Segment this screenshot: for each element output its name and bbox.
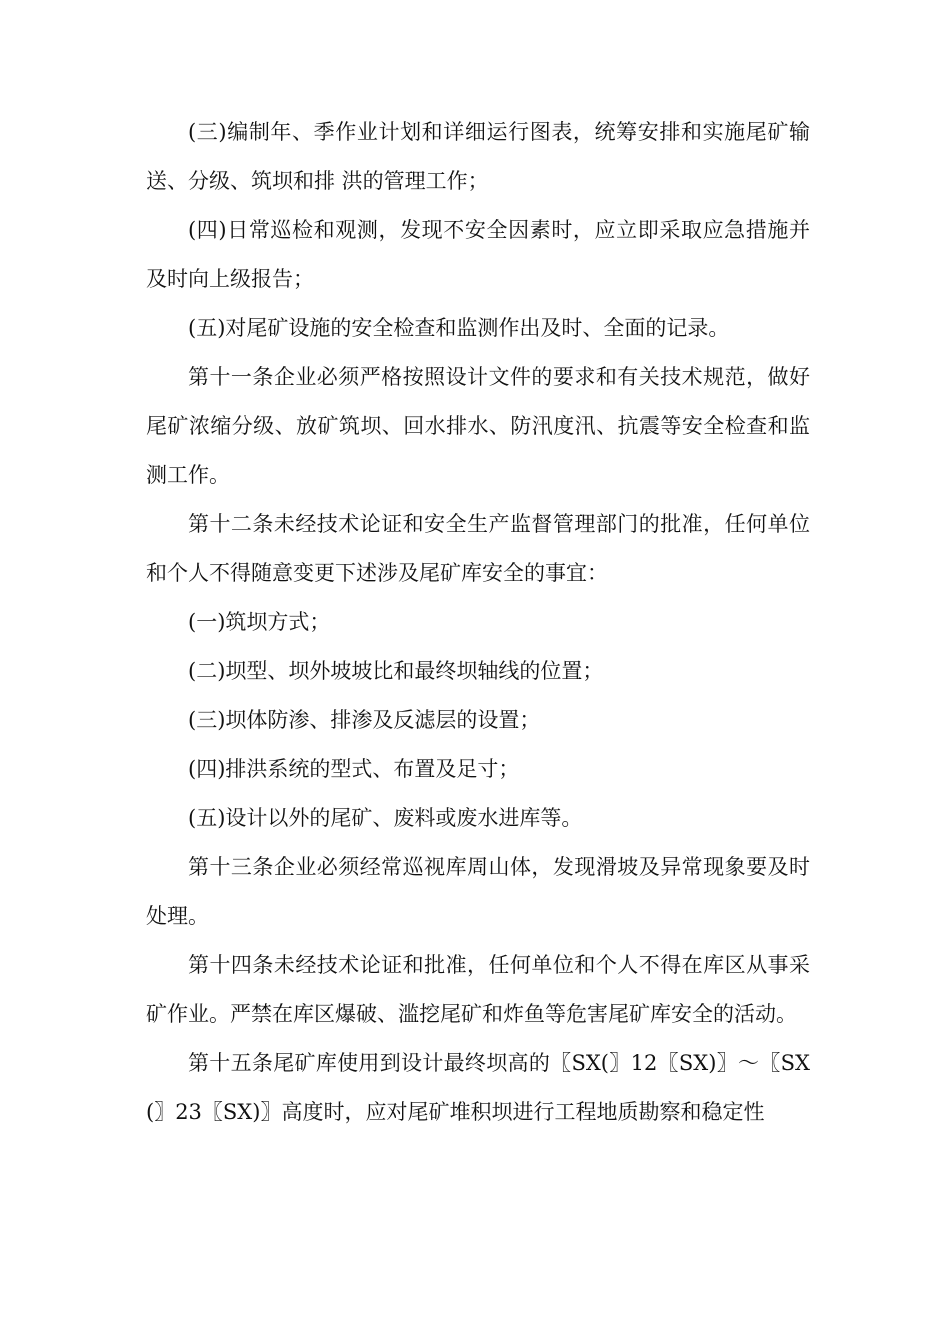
paragraph-1: (三)编制年、季作业计划和详细运行图表，统筹安排和实施尾矿输送、分级、筑坝和排 洪的管理工作； (146, 120, 810, 193)
paragraph-11: 第十三条企业必须经常巡视库周山体，发现滑坡及异常现象要及时 处理。 (146, 855, 810, 928)
paragraph-4: 第十一条企业必须严格按照设计文件的要求和有关技术规范，做好 尾矿浓缩分级、放矿筑坝、回水排水、防汛度汛、抗震等安全检查和监测工作。 (146, 365, 810, 487)
paragraph-10: (五)设计以外的尾矿、废料或废水进库等。 (188, 806, 583, 830)
paragraph-2: (四)日常巡检和观测，发现不安全因素时，应立即采取应急措施并及时向上级报告； (146, 218, 810, 291)
paragraph-12: 第十四条未经技术论证和批准，任何单位和个人不得在库区从事采 矿作业。严禁在库区爆破、滥挖尾矿和炸鱼等危害尾矿库安全的活动。 (146, 953, 810, 1026)
paragraph-8: (三)坝体防渗、排渗及反滤层的设置； (188, 708, 541, 732)
paragraph-6: (一)筑坝方式； (188, 610, 331, 634)
paragraph-9: (四)排洪系统的型式、布置及足寸； (188, 757, 520, 781)
paragraph-13: 第十五条尾矿库使用到设计最终坝高的〖SX(〗12〖SX)〗～〖SX(〗23〖SX)〗高度时，应对尾矿堆积坝进行工程地质勘察和稳定性 (146, 1051, 810, 1124)
document-page (146, 108, 810, 1137)
paragraph-5: 第十二条未经技术论证和安全生产监督管理部门的批准，任何单位 和个人不得随意变更下述涉及尾矿库安全的事宜： (146, 512, 810, 585)
paragraph-3: (五)对尾矿设施的安全检查和监测作出及时、全面的记录。 (188, 316, 730, 340)
paragraph-7: (二)坝型、坝外坡坡比和最终坝轴线的位置； (188, 659, 604, 683)
